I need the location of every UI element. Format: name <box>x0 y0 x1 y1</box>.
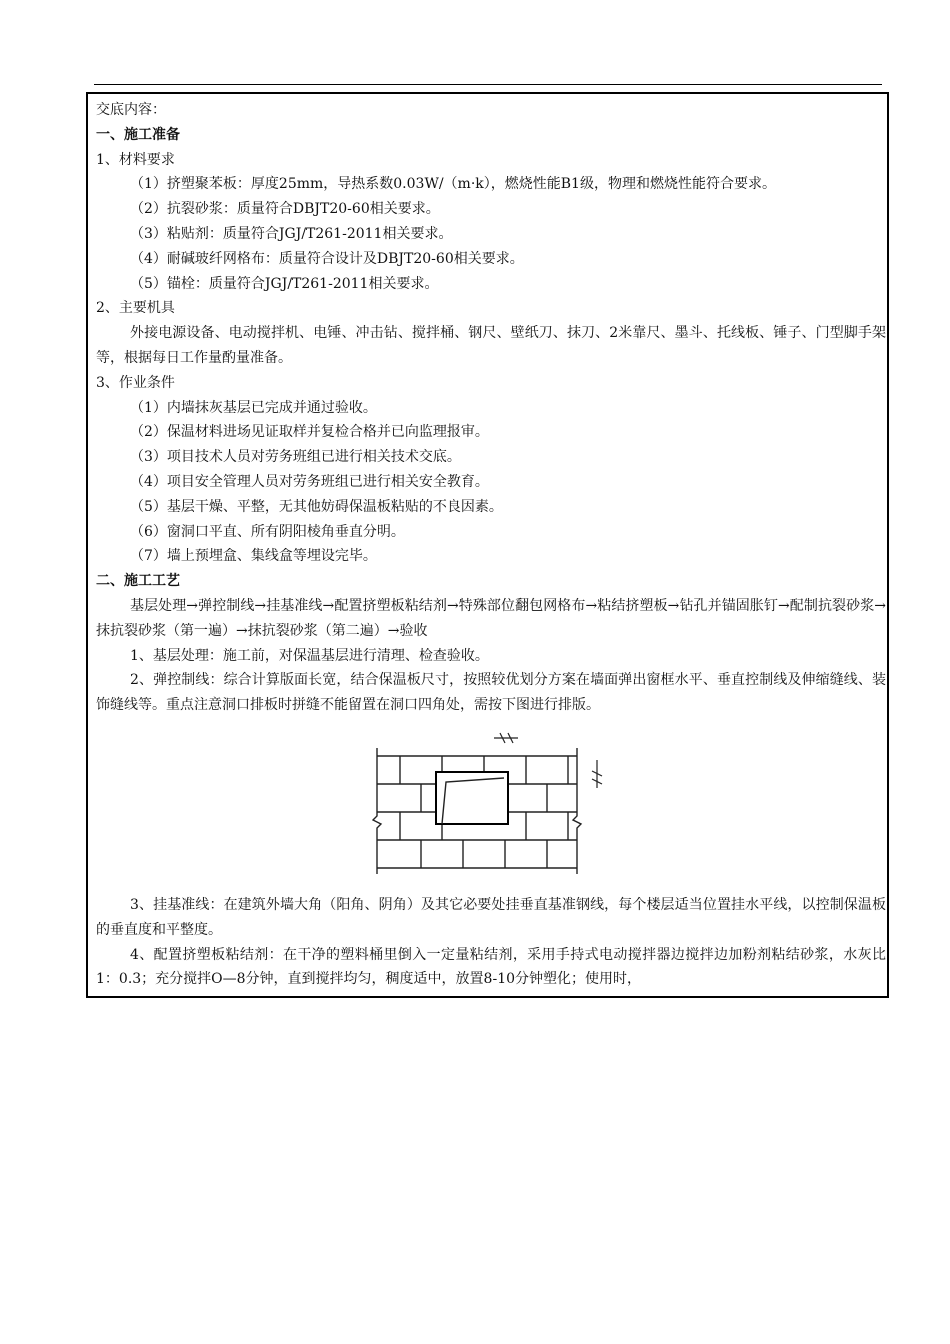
header-rule <box>94 84 882 85</box>
content-heading: 交底内容： <box>96 102 166 118</box>
condition-item: （6）窗洞口平直、所有阴阳棱角垂直分明。 <box>130 523 405 540</box>
condition-item: （5）基层干燥、平整，无其他妨碍保温板粘贴的不良因素。 <box>130 498 503 515</box>
condition-item: （1）内墙抹灰基层已完成并通过验收。 <box>130 399 377 416</box>
conditions-title: 3、作业条件 <box>96 374 175 391</box>
section-2-title: 二、施工工艺 <box>96 573 180 590</box>
step-3: 3、挂基准线：在建筑外墙大角（阳角、阴角）及其它必要处挂垂直基准钢线，每个楼层适当位置挂水平线，以控制保温板的垂直度和平整度。 <box>96 896 886 938</box>
tools-text: 外接电源设备、电动搅拌机、电锤、冲击钻、搅拌桶、钢尺、壁纸刀、抹刀、2米靠尺、墨斗、托线板、锤子、门型脚手架等，根据每日工作量酌量准备。 <box>96 325 886 366</box>
step-2: 2、弹控制线：综合计算版面长宽，结合保温板尺寸，按照较优划分方案在墙面弹出窗框水平、垂直控制线及伸缩缝线、装饰缝线等。重点注意洞口排板时拼缝不能留置在洞口四角处，需按下图进行排版。 <box>96 672 886 714</box>
process-flow: 基层处理→弹控制线→挂基准线→配置挤塑板粘结剂→特殊部位翻包网格布→粘结挤塑板→钻孔并锚固胀钉→配制抗裂砂浆→抹抗裂砂浆（第一遍）→抹抗裂砂浆（第二遍）→验收 <box>96 597 886 639</box>
step-1: 1、基层处理：施工前，对保温基层进行清理、检查验收。 <box>130 647 489 664</box>
disclosure-content <box>96 98 886 992</box>
board-layout-diagram <box>372 724 612 884</box>
material-item: （5）锚栓：质量符合JGJ/T261-2011相关要求。 <box>130 275 439 292</box>
materials-title: 1、材料要求 <box>96 151 175 168</box>
step-4: 4、配置挤塑板粘结剂：在干净的塑料桶里倒入一定量粘结剂，采用手持式电动搅拌器边搅拌边加粉剂粘结砂浆，水灰比1：0.3；充分搅拌O—8分钟，直到搅拌均匀，稠度适中，放置8-10分钟塑化；使用时， <box>96 946 886 988</box>
board-layout-figure <box>96 718 886 893</box>
section-1-title: 一、施工准备 <box>96 126 180 143</box>
material-item: （1）挤塑聚苯板：厚度25mm，导热系数0.03W/（m·k），燃烧性能B1级，物理和燃烧性能符合要求。 <box>130 176 776 193</box>
material-item: （3）粘贴剂：质量符合JGJ/T261-2011相关要求。 <box>130 225 453 242</box>
condition-item: （7）墙上预埋盒、集线盒等埋设完毕。 <box>130 548 377 565</box>
material-item: （4）耐碱玻纤网格布：质量符合设计及DBJT20-60相关要求。 <box>130 250 524 267</box>
tools-title: 2、主要机具 <box>96 300 175 317</box>
condition-item: （4）项目安全管理人员对劳务班组已进行相关安全教育。 <box>130 473 489 490</box>
condition-item: （3）项目技术人员对劳务班组已进行相关技术交底。 <box>130 449 461 466</box>
material-item: （2）抗裂砂浆：质量符合DBJT20-60相关要求。 <box>130 201 440 218</box>
condition-item: （2）保温材料进场见证取样并复检合格并已向监理报审。 <box>130 424 489 441</box>
